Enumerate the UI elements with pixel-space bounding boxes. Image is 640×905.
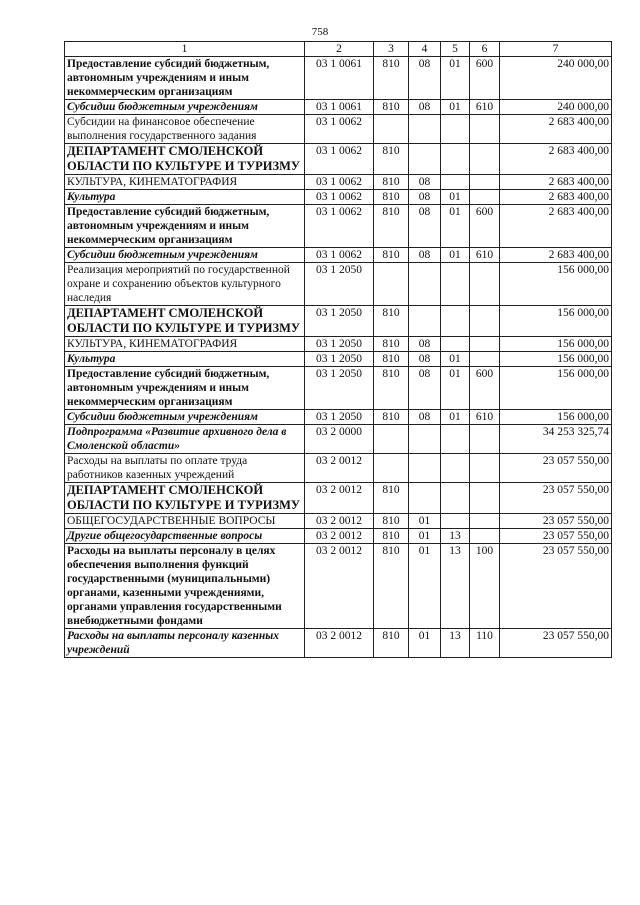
table-row — [65, 57, 612, 100]
row-target-code: 03 1 2050 — [305, 337, 374, 352]
row-expense-type-code — [470, 483, 500, 514]
row-subsection-code — [441, 306, 470, 337]
row-amount: 2 683 400,00 — [500, 205, 612, 248]
row-expense-type-code — [470, 175, 500, 190]
table-row — [65, 352, 612, 367]
row-target-code: 03 2 0012 — [305, 529, 374, 544]
row-section-code — [409, 425, 441, 454]
row-expense-type-code — [470, 306, 500, 337]
row-subsection-code: 01 — [441, 367, 470, 410]
row-section-code: 08 — [409, 248, 441, 263]
row-subsection-code — [441, 454, 470, 483]
row-name: Субсидии на финансовое обеспечение выполнения государственного задания — [65, 115, 305, 144]
table-row — [65, 144, 612, 175]
row-target-code: 03 2 0012 — [305, 483, 374, 514]
row-expense-type-code — [470, 352, 500, 367]
row-department-code: 810 — [374, 205, 409, 248]
row-amount: 34 253 325,74 — [500, 425, 612, 454]
row-name: ДЕПАРТАМЕНТ СМОЛЕНСКОЙ ОБЛАСТИ ПО КУЛЬТУРЕ И ТУРИЗМУ — [65, 144, 305, 175]
row-subsection-code: 01 — [441, 248, 470, 263]
row-subsection-code: 01 — [441, 57, 470, 100]
row-target-code: 03 2 0012 — [305, 629, 374, 658]
row-amount: 156 000,00 — [500, 410, 612, 425]
row-department-code: 810 — [374, 629, 409, 658]
row-department-code: 810 — [374, 352, 409, 367]
row-section-code: 08 — [409, 205, 441, 248]
row-name: КУЛЬТУРА, КИНЕМАТОГРАФИЯ — [65, 175, 305, 190]
table-row — [65, 367, 612, 410]
row-subsection-code — [441, 263, 470, 306]
row-name: Субсидии бюджетным учреждениям — [65, 248, 305, 263]
row-amount: 156 000,00 — [500, 352, 612, 367]
table-row — [65, 629, 612, 658]
row-subsection-code: 13 — [441, 544, 470, 629]
row-amount: 156 000,00 — [500, 306, 612, 337]
budget-table — [64, 41, 612, 658]
row-target-code: 03 1 2050 — [305, 263, 374, 306]
row-department-code: 810 — [374, 306, 409, 337]
row-section-code: 08 — [409, 337, 441, 352]
table-row — [65, 514, 612, 529]
row-target-code: 03 2 0012 — [305, 454, 374, 483]
table-row — [65, 306, 612, 337]
row-department-code — [374, 425, 409, 454]
table-row — [65, 205, 612, 248]
row-department-code — [374, 454, 409, 483]
row-name: Субсидии бюджетным учреждениям — [65, 100, 305, 115]
row-department-code — [374, 115, 409, 144]
table-row — [65, 248, 612, 263]
table-row — [65, 115, 612, 144]
row-department-code: 810 — [374, 529, 409, 544]
row-target-code: 03 1 2050 — [305, 352, 374, 367]
row-section-code: 08 — [409, 190, 441, 205]
row-name: Предоставление субсидий бюджетным, автономным учреждениям и иным некоммерческим организациям — [65, 57, 305, 100]
row-subsection-code: 01 — [441, 205, 470, 248]
row-section-code — [409, 144, 441, 175]
row-expense-type-code — [470, 337, 500, 352]
row-department-code: 810 — [374, 544, 409, 629]
row-name: Другие общегосударственные вопросы — [65, 529, 305, 544]
row-expense-type-code: 610 — [470, 248, 500, 263]
row-expense-type-code — [470, 190, 500, 205]
row-department-code: 810 — [374, 175, 409, 190]
row-expense-type-code — [470, 454, 500, 483]
row-section-code: 08 — [409, 410, 441, 425]
header-col-1: 1 — [65, 42, 305, 57]
row-section-code — [409, 306, 441, 337]
row-target-code: 03 1 0061 — [305, 100, 374, 115]
row-name: ДЕПАРТАМЕНТ СМОЛЕНСКОЙ ОБЛАСТИ ПО КУЛЬТУРЕ И ТУРИЗМУ — [65, 306, 305, 337]
row-subsection-code — [441, 175, 470, 190]
row-department-code: 810 — [374, 483, 409, 514]
row-expense-type-code: 600 — [470, 57, 500, 100]
row-target-code: 03 1 2050 — [305, 410, 374, 425]
table-row — [65, 454, 612, 483]
row-expense-type-code — [470, 115, 500, 144]
row-section-code: 08 — [409, 100, 441, 115]
table-row — [65, 410, 612, 425]
table-row — [65, 190, 612, 205]
row-name: КУЛЬТУРА, КИНЕМАТОГРАФИЯ — [65, 337, 305, 352]
row-name: ДЕПАРТАМЕНТ СМОЛЕНСКОЙ ОБЛАСТИ ПО КУЛЬТУРЕ И ТУРИЗМУ — [65, 483, 305, 514]
row-subsection-code: 13 — [441, 529, 470, 544]
row-subsection-code: 13 — [441, 629, 470, 658]
row-department-code: 810 — [374, 410, 409, 425]
row-subsection-code — [441, 115, 470, 144]
row-target-code: 03 1 2050 — [305, 306, 374, 337]
row-expense-type-code: 600 — [470, 205, 500, 248]
table-header-row — [65, 42, 612, 57]
row-name: Расходы на выплаты персоналу казенных учреждений — [65, 629, 305, 658]
row-section-code: 08 — [409, 57, 441, 100]
row-amount: 23 057 550,00 — [500, 483, 612, 514]
row-section-code — [409, 263, 441, 306]
table-row — [65, 175, 612, 190]
row-target-code: 03 2 0012 — [305, 544, 374, 629]
row-target-code: 03 2 0000 — [305, 425, 374, 454]
row-expense-type-code: 610 — [470, 410, 500, 425]
row-subsection-code: 01 — [441, 100, 470, 115]
row-name: Расходы на выплаты персоналу в целях обеспечения выполнения функций государственными (муниципальными) органами, казенными учреждениями, органами управления государственными внебюджетными фондами — [65, 544, 305, 629]
row-expense-type-code: 610 — [470, 100, 500, 115]
row-target-code: 03 2 0012 — [305, 514, 374, 529]
row-department-code: 810 — [374, 57, 409, 100]
row-section-code: 08 — [409, 175, 441, 190]
row-expense-type-code: 100 — [470, 544, 500, 629]
row-section-code — [409, 115, 441, 144]
row-expense-type-code: 110 — [470, 629, 500, 658]
table-body — [65, 57, 612, 658]
row-name: Предоставление субсидий бюджетным, автономным учреждениям и иным некоммерческим организациям — [65, 367, 305, 410]
row-department-code: 810 — [374, 367, 409, 410]
table-row — [65, 544, 612, 629]
row-department-code: 810 — [374, 514, 409, 529]
row-section-code: 01 — [409, 529, 441, 544]
row-name: Культура — [65, 352, 305, 367]
row-amount: 2 683 400,00 — [500, 144, 612, 175]
row-target-code: 03 1 0062 — [305, 205, 374, 248]
row-name: Реализация мероприятий по государственной охране и сохранению объектов культурного наследия — [65, 263, 305, 306]
row-amount: 2 683 400,00 — [500, 175, 612, 190]
row-department-code: 810 — [374, 190, 409, 205]
page-number: 758 — [311, 26, 329, 38]
row-expense-type-code — [470, 144, 500, 175]
row-amount: 23 057 550,00 — [500, 514, 612, 529]
row-subsection-code — [441, 425, 470, 454]
row-amount: 156 000,00 — [500, 367, 612, 410]
table-row — [65, 529, 612, 544]
row-department-code: 810 — [374, 144, 409, 175]
row-subsection-code — [441, 144, 470, 175]
row-department-code: 810 — [374, 100, 409, 115]
row-section-code: 01 — [409, 514, 441, 529]
row-name: Расходы на выплаты по оплате труда работников казенных учреждений — [65, 454, 305, 483]
row-expense-type-code — [470, 425, 500, 454]
header-col-2: 2 — [305, 42, 374, 57]
row-amount: 23 057 550,00 — [500, 629, 612, 658]
table-row — [65, 263, 612, 306]
row-department-code — [374, 263, 409, 306]
row-subsection-code — [441, 514, 470, 529]
row-expense-type-code — [470, 263, 500, 306]
row-section-code: 01 — [409, 629, 441, 658]
row-expense-type-code: 600 — [470, 367, 500, 410]
row-section-code — [409, 483, 441, 514]
row-amount: 2 683 400,00 — [500, 190, 612, 205]
row-name: Культура — [65, 190, 305, 205]
row-name: ОБЩЕГОСУДАРСТВЕННЫЕ ВОПРОСЫ — [65, 514, 305, 529]
row-amount: 156 000,00 — [500, 263, 612, 306]
row-amount: 240 000,00 — [500, 100, 612, 115]
row-target-code: 03 1 0062 — [305, 175, 374, 190]
row-expense-type-code — [470, 514, 500, 529]
row-section-code: 08 — [409, 352, 441, 367]
header-col-7: 7 — [500, 42, 612, 57]
row-amount: 2 683 400,00 — [500, 248, 612, 263]
row-amount: 2 683 400,00 — [500, 115, 612, 144]
row-section-code — [409, 454, 441, 483]
row-subsection-code — [441, 483, 470, 514]
row-amount: 23 057 550,00 — [500, 454, 612, 483]
row-department-code: 810 — [374, 337, 409, 352]
row-target-code: 03 1 0062 — [305, 144, 374, 175]
row-subsection-code — [441, 337, 470, 352]
row-subsection-code: 01 — [441, 352, 470, 367]
row-subsection-code: 01 — [441, 190, 470, 205]
row-target-code: 03 1 2050 — [305, 367, 374, 410]
row-amount: 23 057 550,00 — [500, 544, 612, 629]
header-col-4: 4 — [409, 42, 441, 57]
row-amount: 156 000,00 — [500, 337, 612, 352]
header-col-3: 3 — [374, 42, 409, 57]
row-subsection-code: 01 — [441, 410, 470, 425]
row-amount: 23 057 550,00 — [500, 529, 612, 544]
row-target-code: 03 1 0062 — [305, 115, 374, 144]
row-name: Подпрограмма «Развитие архивного дела в Смоленской области» — [65, 425, 305, 454]
row-target-code: 03 1 0062 — [305, 248, 374, 263]
row-section-code: 08 — [409, 367, 441, 410]
header-col-6: 6 — [470, 42, 500, 57]
row-department-code: 810 — [374, 248, 409, 263]
row-amount: 240 000,00 — [500, 57, 612, 100]
row-target-code: 03 1 0062 — [305, 190, 374, 205]
row-name: Субсидии бюджетным учреждениям — [65, 410, 305, 425]
row-expense-type-code — [470, 529, 500, 544]
table-row — [65, 100, 612, 115]
row-name: Предоставление субсидий бюджетным, автономным учреждениям и иным некоммерческим организациям — [65, 205, 305, 248]
table-row — [65, 483, 612, 514]
row-section-code: 01 — [409, 544, 441, 629]
header-col-5: 5 — [441, 42, 470, 57]
table-row — [65, 337, 612, 352]
row-target-code: 03 1 0061 — [305, 57, 374, 100]
table-row — [65, 425, 612, 454]
